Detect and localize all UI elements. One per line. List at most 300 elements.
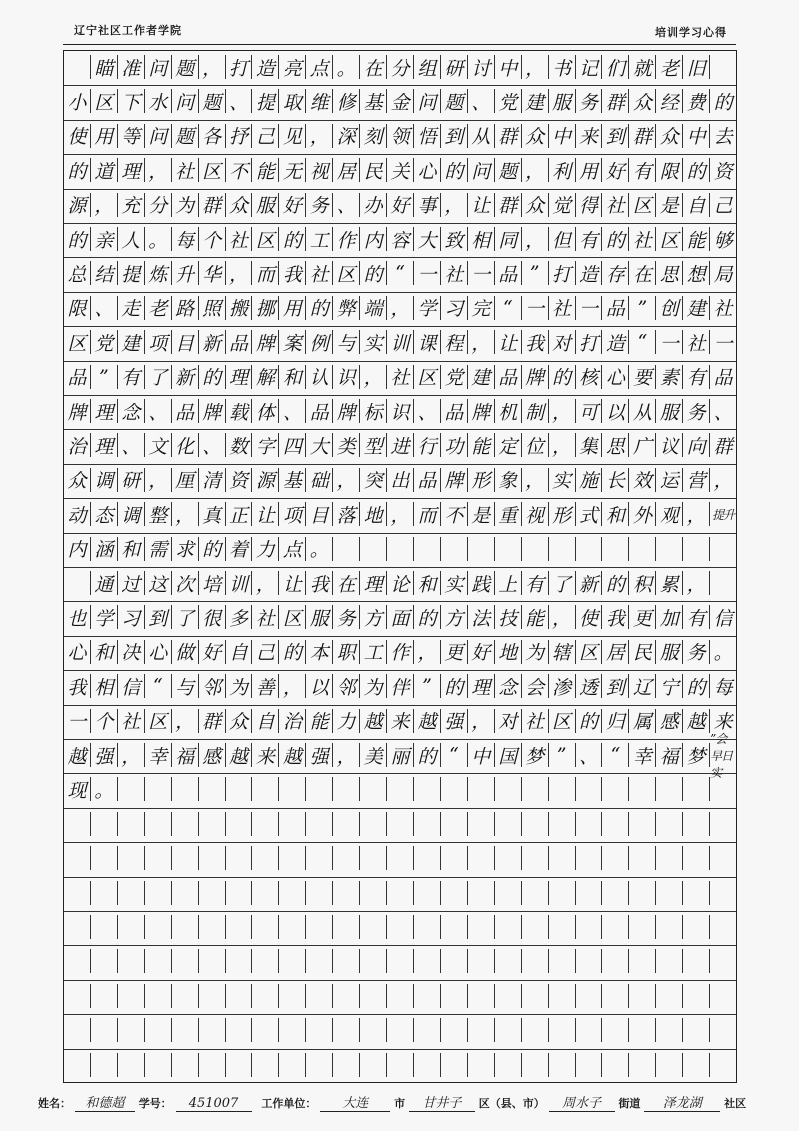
grid-cell: 经 [655,89,682,113]
grid-cell [413,846,440,870]
grid-cell: 象 [494,468,521,492]
grid-cell: ， [521,227,548,251]
grid-cell [575,949,602,973]
grid-cell [467,984,494,1008]
grid-cell [90,1053,117,1077]
grid-cell [278,1053,305,1077]
grid-cell: 服 [655,399,682,423]
grid-cell: 众 [67,470,87,493]
grid-cell [682,984,709,1008]
grid-cell [521,949,548,973]
grid-cell: 品 [601,296,628,320]
grid-cell [575,846,602,870]
grid-cell: 。 [90,777,117,801]
grid-cell: 来 [709,709,736,733]
grid-cell: 国 [494,743,521,767]
grid-cell: 的 [278,227,305,251]
grid-cell: 群 [494,124,521,148]
grid-cell: 的 [413,605,440,629]
grid-cell: 丽 [386,743,413,767]
grid-cell [386,949,413,973]
grid-cell: ， [144,468,171,492]
grid-cell [64,1053,90,1077]
grid-cell: 搬 [225,296,252,320]
grid-cell: 容 [386,227,413,251]
grid-cell: 本 [305,640,332,664]
grid-cell: 牌 [467,399,494,423]
grid-cell [601,915,628,939]
grid-cell: 梦 [682,743,709,767]
grid-cell [494,1018,521,1042]
grid-cell [251,812,278,836]
grid-cell: 题 [494,158,521,182]
grid-cell: 思 [601,433,628,457]
grid-cell: ， [251,571,278,595]
grid-cell: 建 [521,89,548,113]
grid-cell: 式 [575,502,602,526]
grid-row [64,911,736,946]
grid-cell [521,881,548,905]
grid-cell [278,949,305,973]
grid-cell: 福 [171,743,198,767]
grid-cell: 的 [359,261,386,285]
grid-cell [225,846,252,870]
grid-cell: 牌 [198,399,225,423]
community-label: 社区 [724,1097,747,1110]
grid-cell: 作 [386,640,413,664]
grid-cell: 己 [709,193,736,217]
grid-cell: 、 [144,399,171,423]
grid-cell [494,537,521,561]
grid-cell: 基 [278,468,305,492]
grid-cell: 这 [144,571,171,595]
grid-cell: 群 [198,709,225,733]
grid-cell: 也 [67,607,87,630]
grid-cell: 悟 [413,124,440,148]
grid-cell: 幸 [144,743,171,767]
grid-cell [305,949,332,973]
city-label: 市 [394,1097,406,1110]
grid-cell: 外 [628,502,655,526]
grid-cell: 是 [467,502,494,526]
grid-line [64,640,736,664]
grid-cell: 准 [117,55,144,79]
grid-cell: 和 [601,502,628,526]
grid-cell [359,915,386,939]
grid-line [64,433,736,457]
grid-cell: 来 [575,124,602,148]
grid-cell: 能 [467,433,494,457]
grid-cell: ， [709,468,736,492]
grid-cell [548,984,575,1008]
grid-line [64,55,736,79]
grid-cell [117,881,144,905]
grid-cell: 和 [413,571,440,595]
grid-cell: “ [440,743,467,767]
grid-cell: ， [332,743,359,767]
grid-cell: 一 [413,261,440,285]
grid-cell: 使 [67,126,87,149]
grid-cell [144,812,171,836]
grid-cell [521,1018,548,1042]
grid-cell: 问 [144,124,171,148]
grid-cell [467,881,494,905]
grid-cell: 一 [655,330,682,354]
grid-cell: 能 [682,227,709,251]
grid-cell: 进 [386,433,413,457]
grid-cell [171,1053,198,1077]
grid-cell: 我 [278,261,305,285]
grid-cell: 小 [67,91,87,114]
grid-line [64,399,736,423]
name-label: 姓名： [38,1097,71,1110]
grid-cell [225,881,252,905]
grid-cell [413,812,440,836]
grid-row [64,498,736,533]
grid-cell: 中 [467,743,494,767]
grid-cell: 有 [117,365,144,389]
grid-cell: 的 [440,158,467,182]
grid-cell [386,1053,413,1077]
grid-cell [144,881,171,905]
grid-cell: 一 [575,296,602,320]
grid-cell: 到 [601,674,628,698]
district-value: 甘井子 [409,1092,475,1112]
grid-cell: 。 [144,227,171,251]
grid-cell [709,881,736,905]
grid-cell [628,1018,655,1042]
grid-cell: ， [467,330,494,354]
grid-cell: 。 [305,537,332,561]
grid-cell [575,1018,602,1042]
grid-cell [225,984,252,1008]
grid-cell: 局 [709,261,736,285]
grid-cell: ， [359,365,386,389]
grid-cell: 众 [521,124,548,148]
grid-cell: 求 [171,537,198,561]
unit-label: 工作单位： [261,1097,317,1110]
grid-cell: 整 [144,502,171,526]
grid-line [64,296,736,320]
grid-cell: 造 [575,261,602,285]
grid-cell [467,846,494,870]
grid-cell [198,984,225,1008]
grid-cell [467,949,494,973]
grid-cell: 等 [117,124,144,148]
grid-cell: 区 [278,605,305,629]
grid-cell [198,1053,225,1077]
grid-cell: 来 [386,709,413,733]
grid-cell: 新 [575,571,602,595]
grid-cell: 程 [440,330,467,354]
grid-cell: 治 [67,435,87,458]
grid-cell: 的 [601,571,628,595]
grid-cell: 资 [225,468,252,492]
grid-cell [494,812,521,836]
grid-cell: 认 [305,365,332,389]
grid-cell: 让 [251,502,278,526]
grid-cell [64,1018,90,1042]
grid-cell: 资 [709,158,736,182]
grid-cell: 能 [305,709,332,733]
grid-cell [171,777,198,801]
grid-cell: 课 [413,330,440,354]
grid-cell: 好 [386,193,413,217]
grid-cell: 以 [601,399,628,423]
grid-cell [171,949,198,973]
grid-cell: 弊 [332,296,359,320]
grid-cell: 心 [413,158,440,182]
grid-cell: 众 [225,709,252,733]
grid-cell: 宁 [655,674,682,698]
grid-cell [655,1018,682,1042]
grid-cell: ， [305,124,332,148]
grid-row [64,808,736,843]
grid-cell: 体 [251,399,278,423]
grid-cell: 充 [117,193,144,217]
grid-cell: 有 [628,158,655,182]
grid-cell: 到 [144,605,171,629]
grid-cell [64,984,90,1008]
grid-cell: ， [278,674,305,698]
grid-cell: 群 [494,193,521,217]
grid-cell: 多 [225,605,252,629]
grid-cell: 上 [494,571,521,595]
grid-cell [413,777,440,801]
grid-cell: 践 [467,571,494,595]
grid-cell: 己 [251,640,278,664]
grid-cell: 从 [467,124,494,148]
grid-cell: 正 [225,502,252,526]
grid-cell: 工 [305,227,332,251]
grid-cell: 信 [117,674,144,698]
grid-cell: 、 [467,89,494,113]
grid-cell: 。 [332,55,359,79]
grid-line [64,881,736,905]
grid-cell [709,915,736,939]
footer [38,1092,747,1112]
grid-cell: 、 [225,89,252,113]
grid-cell [251,949,278,973]
grid-cell: 好 [601,158,628,182]
grid-cell: 众 [521,193,548,217]
grid-cell [278,984,305,1008]
grid-cell: 社 [171,158,198,182]
grid-cell [655,846,682,870]
grid-cell: 目 [171,330,198,354]
grid-cell: 众 [225,193,252,217]
grid-cell: 炼 [144,261,171,285]
grid-cell: 越 [359,709,386,733]
grid-cell: 社 [628,227,655,251]
grid-cell: 越 [278,743,305,767]
grid-cell [359,537,386,561]
grid-cell: 动 [67,504,87,527]
grid-cell: 品 [225,330,252,354]
grid-cell: 现 [67,779,87,802]
grid-cell [601,537,628,561]
grid-cell: 一 [521,296,548,320]
grid-cell: 想 [682,261,709,285]
grid-cell: 数 [225,433,252,457]
grid-cell [682,537,709,561]
grid-cell: 社 [440,261,467,285]
grid-row [64,85,736,120]
grid-cell: 建 [117,330,144,354]
grid-cell: 集 [575,433,602,457]
grid-cell: 关 [386,158,413,182]
grid-cell [359,984,386,1008]
grid-cell [709,812,736,836]
grid-cell: 强 [440,709,467,733]
grid-cell: 做 [171,640,198,664]
grid-cell: 础 [305,468,332,492]
grid-cell [440,881,467,905]
grid-cell [494,915,521,939]
grid-cell [440,1053,467,1077]
grid-cell [575,984,602,1008]
grid-cell: 存 [601,261,628,285]
grid-cell: 、 [575,743,602,767]
grid-cell: 大 [413,227,440,251]
grid-cell [305,1018,332,1042]
grid-cell [332,1018,359,1042]
grid-cell [278,777,305,801]
grid-line [64,89,736,113]
grid-cell [575,537,602,561]
grid-cell: 点 [305,55,332,79]
grid-cell: 无 [278,158,305,182]
community-value: 泽龙湖 [644,1092,720,1112]
grid-cell [575,777,602,801]
grid-cell: 群 [198,193,225,217]
grid-cell: 技 [494,605,521,629]
grid-cell: 决 [117,640,144,664]
grid-line [64,709,736,733]
grid-cell [225,1053,252,1077]
grid-cell [144,1053,171,1077]
grid-cell: 有 [682,605,709,629]
grid-cell [332,984,359,1008]
grid-cell [575,812,602,836]
grid-cell [359,949,386,973]
grid-cell: 归 [601,709,628,733]
grid-cell: 一 [67,711,87,734]
grid-cell: 旧 [682,55,709,79]
grid-row [64,1014,736,1049]
grid-cell: 水 [144,89,171,113]
grid-cell: 效 [628,468,655,492]
grid-cell: 品 [305,399,332,423]
grid-row [64,223,736,258]
grid-cell: 机 [494,399,521,423]
grid-cell: 大 [305,433,332,457]
grid-cell [575,915,602,939]
grid-cell [278,812,305,836]
grid-cell: 的 [305,296,332,320]
grid-cell [90,881,117,905]
grid-cell: 造 [251,55,278,79]
grid-cell: 有 [521,571,548,595]
grid-cell: 题 [171,55,198,79]
grid-cell [682,949,709,973]
grid-cell: 的 [682,674,709,698]
grid-cell: 对 [494,709,521,733]
grid-cell: 制 [521,399,548,423]
grid-cell: 施 [575,468,602,492]
grid-cell: 个 [90,709,117,733]
grid-cell: ” [90,365,117,389]
grid-cell: ， [682,502,709,526]
grid-cell [440,984,467,1008]
grid-cell [90,949,117,973]
grid-cell [521,537,548,561]
grid-cell [413,1018,440,1042]
grid-cell: 通 [90,571,117,595]
grid-cell [386,881,413,905]
grid-cell: 区 [628,193,655,217]
grid-cell: ， [332,468,359,492]
grid-cell: 记 [575,55,602,79]
grid-cell: 解 [251,365,278,389]
grid-cell: 建 [682,296,709,320]
grid-cell: ” [548,743,575,767]
grid-cell: 利 [548,158,575,182]
grid-cell: 型 [359,433,386,457]
grid-line [64,261,736,285]
grid-cell: 与 [171,674,198,698]
grid-cell: ， [548,605,575,629]
grid-cell: 例 [305,330,332,354]
grid-cell: 用 [90,124,117,148]
grid-cell: 的 [440,674,467,698]
grid-cell: 社 [305,261,332,285]
grid-cell [601,1018,628,1042]
grid-line [64,605,736,629]
grid-line [64,468,736,492]
grid-cell [117,846,144,870]
grid-cell: 邻 [198,674,225,698]
grid-cell: 、 [413,399,440,423]
grid-cell [548,537,575,561]
grid-cell: 研 [117,468,144,492]
grid-cell: 着 [225,537,252,561]
grid-cell: 会 [521,674,548,698]
grid-cell [332,777,359,801]
grid-cell: 服 [655,640,682,664]
grid-cell [198,949,225,973]
grid-cell [64,846,90,870]
grid-cell: 观 [655,502,682,526]
grid-cell: 涵 [90,537,117,561]
grid-cell [709,984,736,1008]
grid-cell: 区 [90,89,117,113]
grid-cell: 属 [628,709,655,733]
grid-cell: 维 [305,89,332,113]
grid-cell: 区 [575,640,602,664]
grid-cell [90,846,117,870]
grid-cell [90,984,117,1008]
grid-cell: 觉 [548,193,575,217]
grid-cell: 品 [67,367,87,390]
grid-cell [117,949,144,973]
grid-cell [359,881,386,905]
grid-cell [628,846,655,870]
grid-cell: 一 [709,330,736,354]
grid-cell: 到 [440,124,467,148]
grid-cell: 题 [198,89,225,113]
grid-cell: 形 [467,468,494,492]
